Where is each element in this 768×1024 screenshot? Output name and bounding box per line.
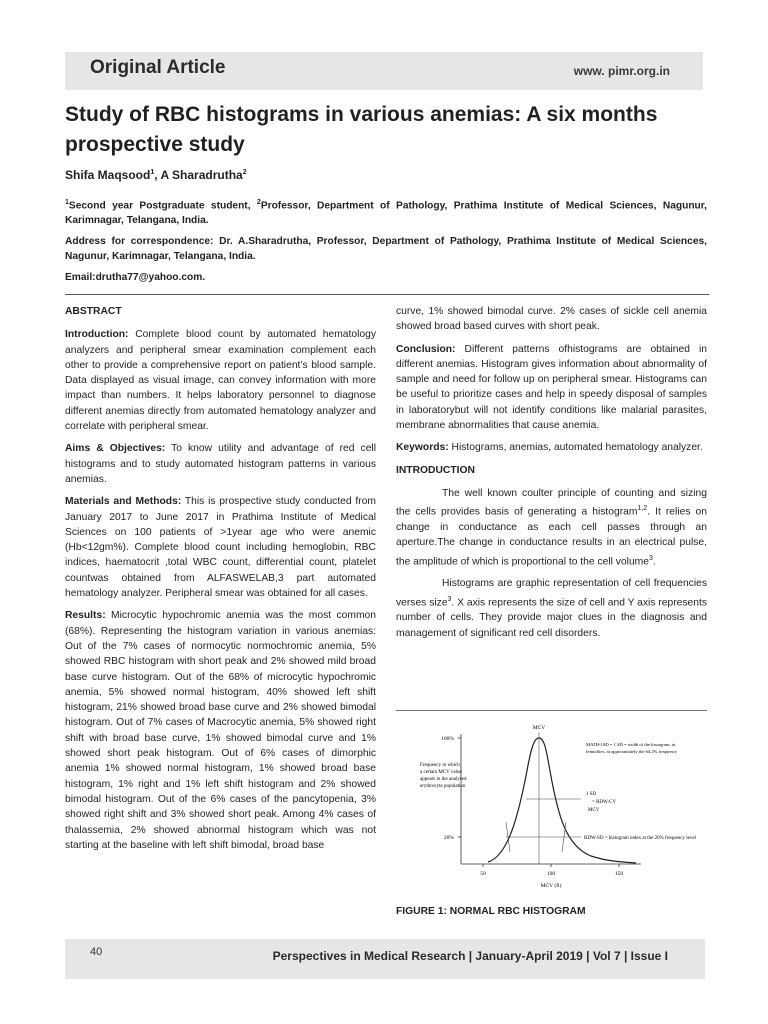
abstract-heading: ABSTRACT (65, 306, 122, 317)
introduction-paragraph-1: The well known coulter principle of counting and sizing the cells provides basis of generating a histogram$^{1,2}$. It relies on change in conductance as each cell passes through an aperture.The change in conductance results in an electrical pulse, the amplitude of which is proportional to the cell volume$^3$. (396, 487, 707, 567)
introduction-paragraph-2: Histograms are graphic representation of cell frequencies verses size$^3$. X axis represents the size of cell and Y axis represents number of cells. They provide major clues in the diagnosis and management of significant red cell disorders. (396, 578, 707, 639)
abstract-aims: Aims & Objectives: To know utility and advantage of red cell histograms and to study automated histogram patterns in various anemias. (65, 443, 376, 485)
right-column (396, 304, 707, 648)
frequency-note-4: erythrocyte population (420, 784, 466, 789)
abstract-conclusion: Conclusion: Different patterns ofhistograms are obtained in different anemias. Histogram gives information about abnormality of sample and need for follow up on peripheral smear. Histograms can be useful to prioritize cases and help in speedy disposal of samples in laboratorybut will not identify conditions like malarial parasites, membrane abnormalities that cause anemia. (396, 343, 707, 432)
figure-caption: FIGURE 1: NORMAL RBC HISTOGRAM (396, 906, 586, 917)
x-tick-100: 100 (546, 871, 556, 877)
x-tick-150: 150 (614, 871, 624, 877)
journal-url[interactable]: www. pimr.org.in (573, 64, 670, 78)
x-tick-50: 50 (480, 871, 486, 877)
rdw-sd-label: RDW-SD = histogram index at the 20% frequency level (584, 836, 696, 841)
figure-1 (396, 716, 707, 896)
frequency-note-3: appears in the analysed (420, 777, 467, 782)
abstract-methods: Materials and Methods: This is prospective study conducted from January 2017 to June 2017 in Prathima Institute of Medical Sciences on 100 patients of >1year age who were anemic (Hb<12gm%). Complete blood count including hemoglobin, RBC indices, haematocrit ,total WBC count, differential count, platelet countwas obtained from ALFASWELAB,3 part automated hematology analyzer. Peripheral smear was obtained for all cases. (65, 496, 376, 600)
author-line: Shifa Maqsood$^1$, A Sharadrutha$^2$ (65, 168, 247, 182)
section-label: Original Article (90, 57, 226, 78)
sd-note-1: MATH-1SD = 1 SD = width of the histogram, in (586, 742, 676, 747)
page-number: 40 (90, 946, 103, 958)
abstract-keywords: Keywords: Histograms, anemias, automated hematology analyzer. (396, 442, 703, 454)
article-title: Study of RBC histograms in various anemias: A six months prospective study (65, 103, 658, 156)
journal-citation: Perspectives in Medical Research | January-April 2019 | Vol 7 | Issue I (272, 949, 668, 963)
left-column (65, 304, 376, 860)
correspondence-address: Address for correspondence: Dr. A.Sharadrutha, Professor, Department of Pathology, Prathima Institute of Medical Sciences, Nagunur, Karimnagar, Telangana, India. (65, 236, 707, 262)
y-tick-20: 20% (443, 835, 454, 841)
mcv-small-label: MCV (588, 808, 600, 813)
histogram-diagram (396, 716, 707, 896)
sd-note-2: femtolites, at approximately the 64.2% frequency (586, 749, 677, 754)
mcv-label: MCV (532, 725, 546, 731)
sd-label: 1 SD (586, 792, 597, 797)
x-axis-label: MCV (fl) (540, 883, 562, 889)
abstract-introduction: Introduction: Complete blood count by automated hematology analyzers and peripheral smear examination complement each other to provide a comprehensive report on patient’s blood sample. Data displayed as visual image, can convey information with more impact than numbers. It helps laboratory personnel to diagnose different anemias directly from automated hematology analyzer and correlate with peripheral smear. (65, 329, 376, 433)
introduction-heading: INTRODUCTION (396, 464, 475, 476)
abstract-results: Results: Microcytic hypochromic anemia was the most common (68%). Representing the histogram variation in various anemias: Out of the 7% cases of normocytic normochromic anemia, 5% showed RBC histogram with short peak and 2% showed mild broad base curve histogram. Out of the 68% of microcytic hypochromic anemia, 5% showed normal histogram, 40% showed left shift histogram, 21% showed broad base curve and 2% showed bimodal histogram. Out of 7% cases of Macrocytic anemia, 5% showed right shift with broad base curve, 1% showed bimodal curve and 1% showed short peak histogram. Out of 6% cases of dimorphic anemia 1% showed normal histogram, 1% showed broad base histogram, 1% right and 1% left shift histogram and 2% showed bimodal histogram. Out of the 6% cases of the pancytopenia, 3% showed right shift and 3% showed short peak. Among 4% cases of thalassemia, 2% showed abnormal histogram which was not starting at the baseline with left shift bimodal, broad base (65, 610, 376, 851)
author-2: A Sharadrutha (160, 168, 243, 182)
abstract-results-continued: curve, 1% showed bimodal curve. 2% cases of sickle cell anemia showed broad based curves with short peak. (396, 306, 707, 333)
author-1: Shifa Maqsood (65, 168, 151, 182)
affiliation: $^1$Second year Postgraduate student, $^2$Professor, Department of Pathology, Prathima Institute of Medical Sciences, Nagunur, Karimnagar, Telangana, India. (65, 199, 707, 227)
frequency-note-1: Frequency in which (420, 763, 460, 768)
email[interactable]: Email:drutha77@yahoo.com. (65, 272, 206, 283)
figure-top-rule (396, 710, 707, 711)
rdw-cv-label: = RDW-CV (592, 800, 617, 805)
header-divider (65, 294, 709, 295)
frequency-note-2: a certain MCV value (420, 770, 462, 775)
y-tick-100: 100% (441, 736, 454, 742)
